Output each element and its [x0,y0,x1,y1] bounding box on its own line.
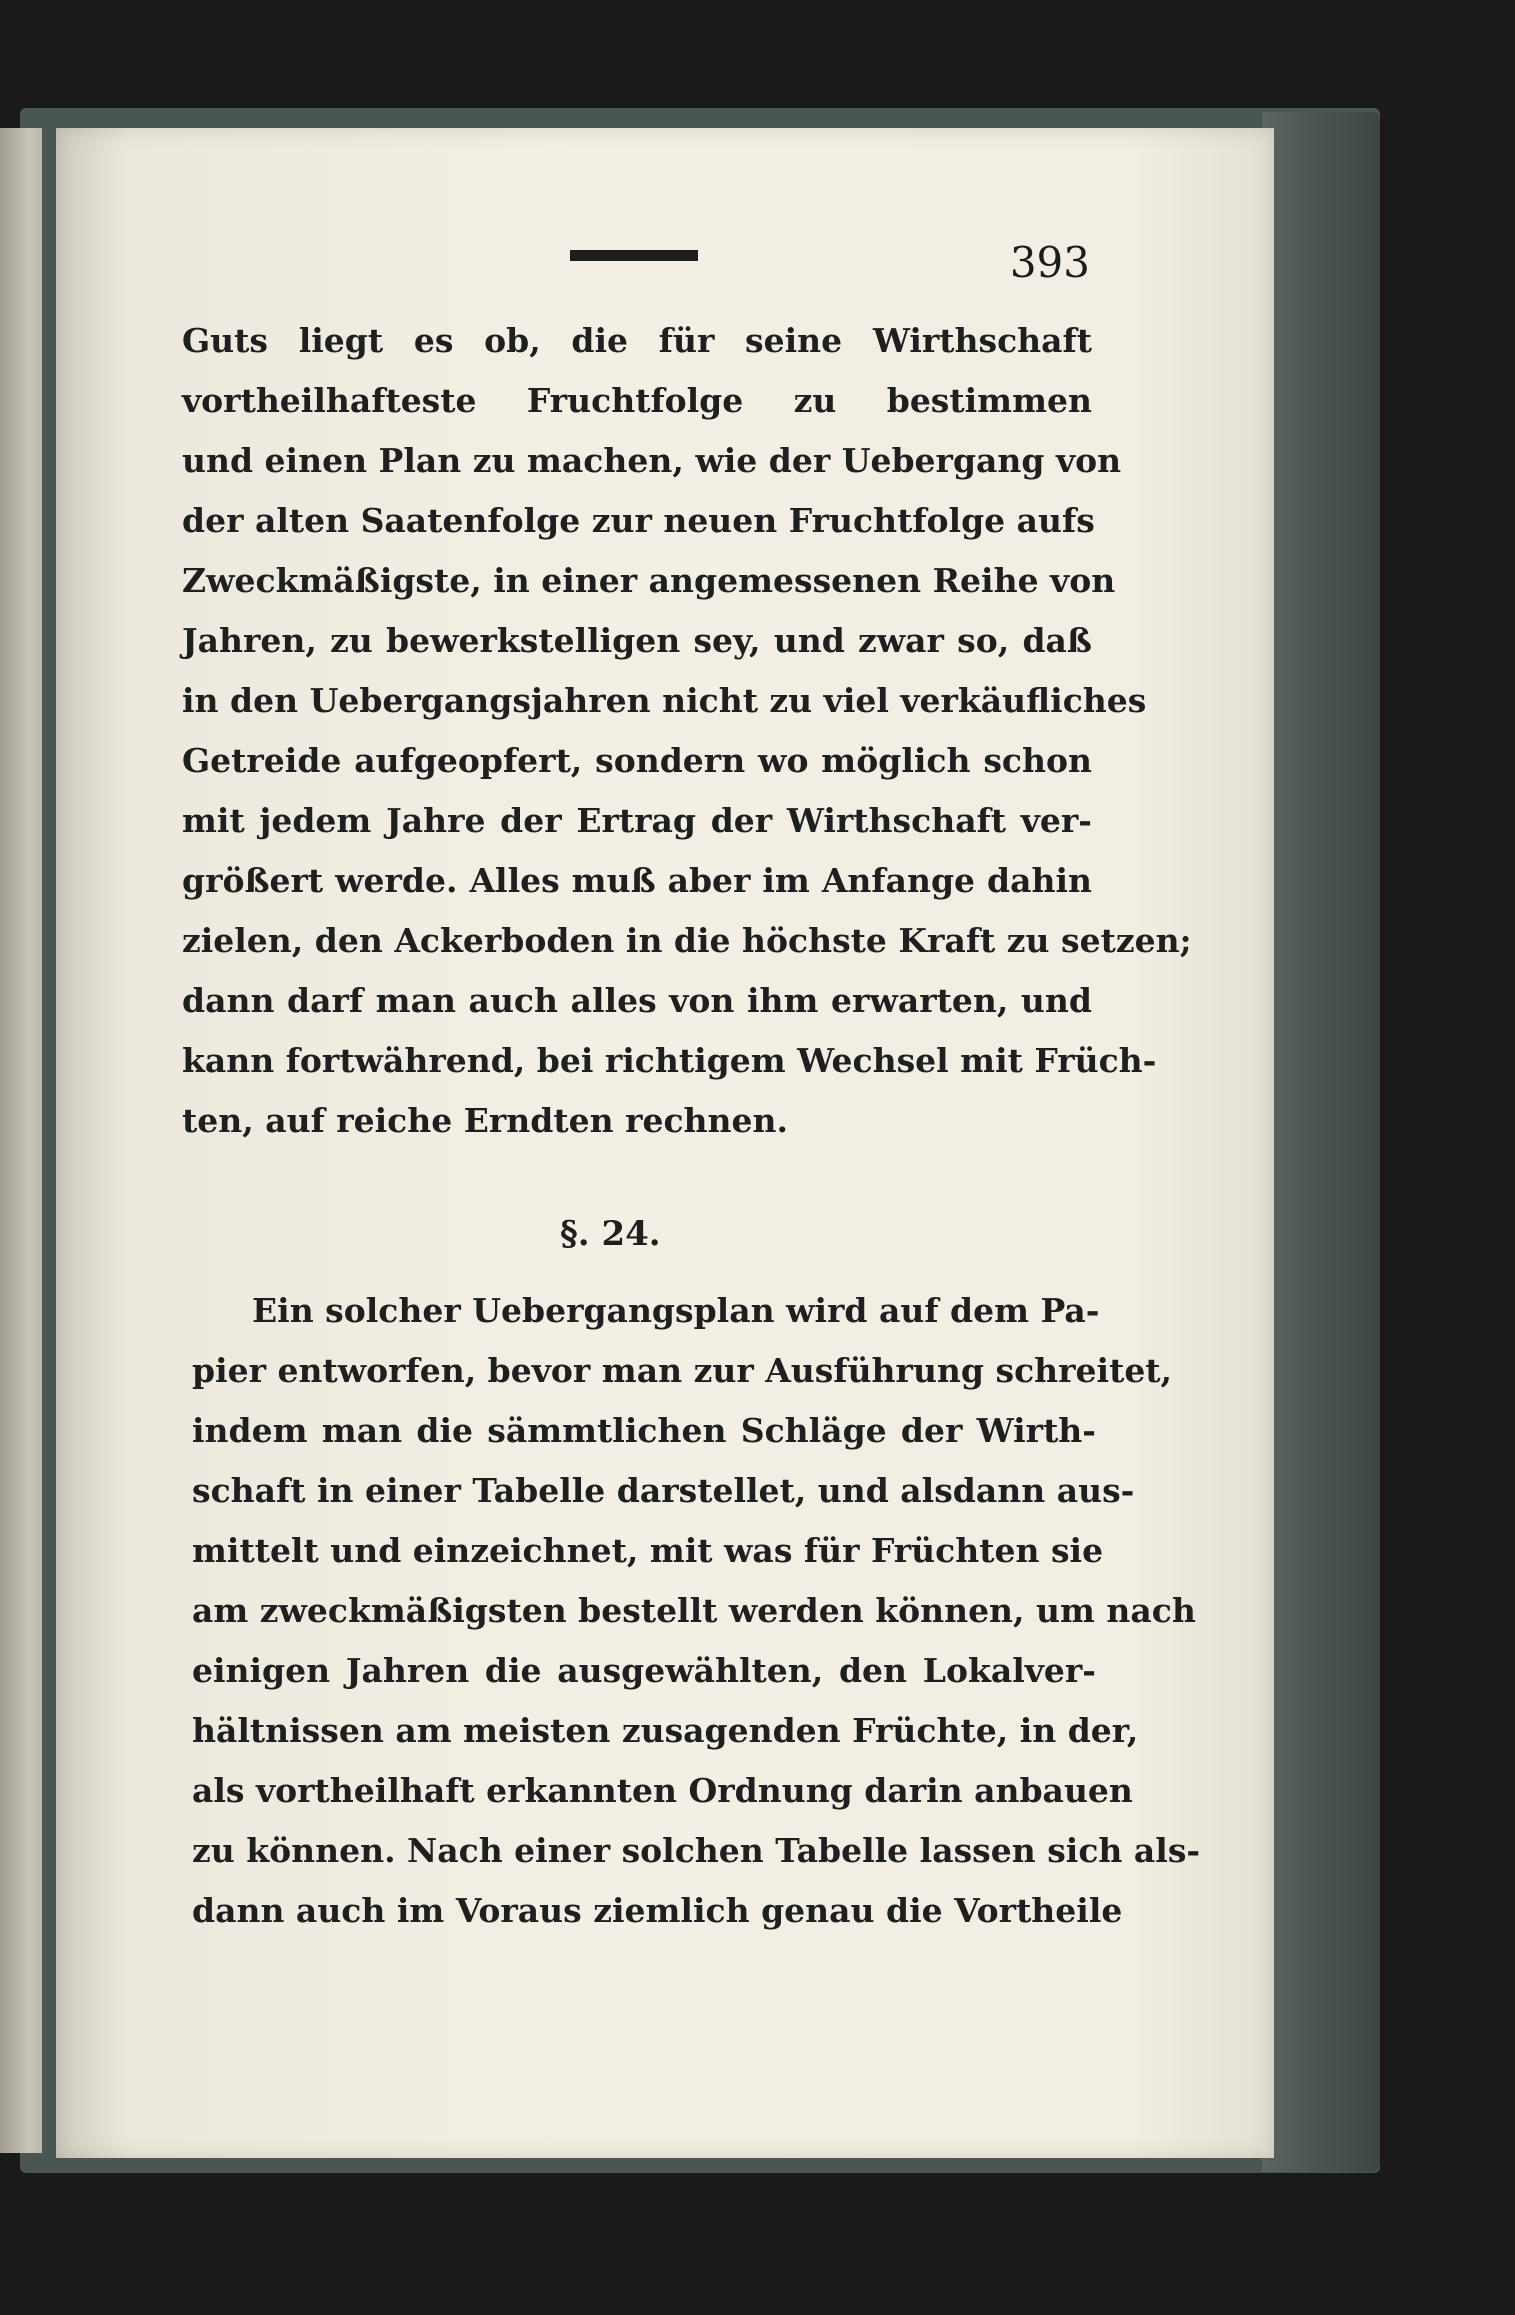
text-line: Getreide aufgeopfert, sondern wo möglich schon [182,741,1092,780]
text-line: Ein solcher Uebergangsplan wird auf dem Pa- [252,1291,1100,1330]
text-line: zielen, den Ackerboden in die höchste Kraft zu setzen; [182,921,1192,960]
text-line: kann fortwährend, bei richtigem Wechsel mit Früch- [182,1041,1157,1080]
text-line: vortheilhafteste Fruchtfolge zu bestimmen [182,381,1092,420]
text-line: dann darf man auch alles von ihm erwarten, und [182,981,1092,1020]
previous-page-edge [0,128,42,2153]
text-line: in den Uebergangsjahren nicht zu viel verkäufliches [182,681,1147,720]
text-line: dann auch im Voraus ziemlich genau die Vortheile [192,1891,1123,1930]
text-line: mit jedem Jahre der Ertrag der Wirthschaft ver- [182,801,1092,840]
text-line: mittelt und einzeichnet, mit was für Früchten sie [192,1531,1104,1570]
page-number: 393 [1009,238,1090,287]
header-rule [570,250,698,261]
text-line: und einen Plan zu machen, wie der Uebergang von [182,441,1122,480]
text-line: Zweckmäßigste, in einer angemessenen Reihe von [182,561,1116,600]
text-line: hältnissen am meisten zusagenden Früchte, in der, [192,1711,1139,1750]
text-line: als vortheilhaft erkannten Ordnung darin anbauen [192,1771,1133,1810]
text-line: schaft in einer Tabelle darstellet, und alsdann aus- [192,1471,1135,1510]
text-line: zu können. Nach einer solchen Tabelle lassen sich als- [192,1831,1201,1870]
text-line: der alten Saatenfolge zur neuen Fruchtfolge aufs [182,501,1095,540]
text-line: größert werde. Alles muß aber im Anfange dahin [182,861,1092,900]
cover-edge [1262,112,1380,2172]
text-line: einigen Jahren die ausgewählten, den Lokalver- [192,1651,1096,1690]
text-line: pier entworfen, bevor man zur Ausführung schreitet, [192,1351,1173,1390]
text-line: Jahren, zu bewerkstelligen sey, und zwar so, daß [182,621,1092,660]
text-line: indem man die sämmtlichen Schläge der Wirth- [192,1411,1096,1450]
section-heading: §. 24. [560,1214,661,1254]
text-line: am zweckmäßigsten bestellt werden können, um nach [192,1591,1196,1630]
text-line: ten, auf reiche Erndten rechnen. [182,1101,789,1140]
text-line: Guts liegt es ob, die für seine Wirthschaft [182,321,1092,360]
